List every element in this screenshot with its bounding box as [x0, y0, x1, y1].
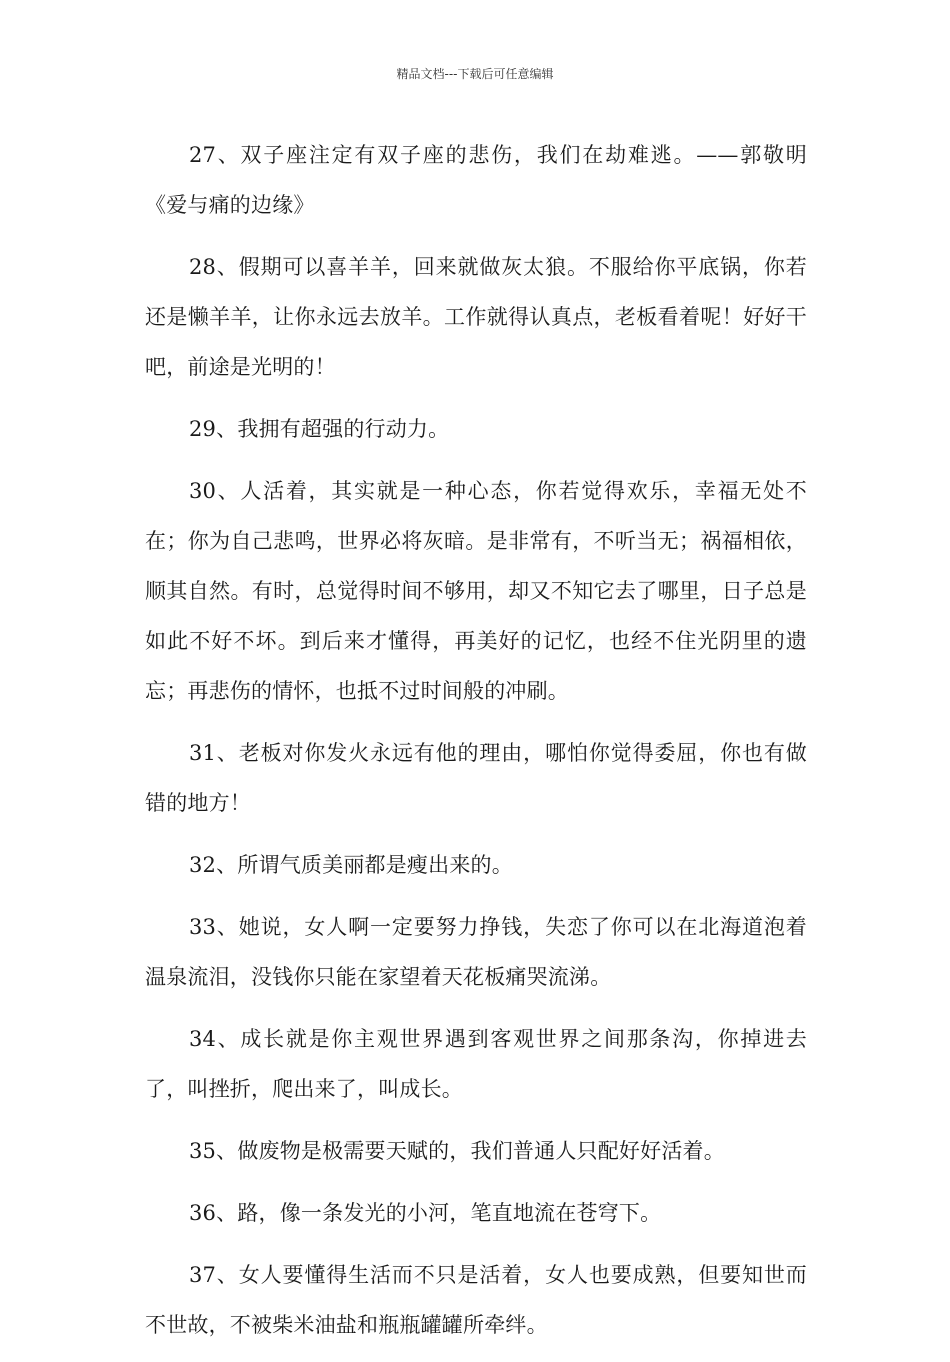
paragraph-33: 33、她说，女人啊一定要努力挣钱，失恋了你可以在北海道泡着温泉流泪，没钱你只能在家望着天花板痛哭流涕。 [145, 915, 807, 989]
paragraph-29: 29、我拥有超强的行动力。 [189, 417, 450, 441]
page-header: 精品文档---下载后可任意编辑 [396, 67, 554, 81]
paragraph-37: 37、女人要懂得生活而不只是活着，女人也要成熟，但要知世而不世故，不被柴米油盐和瓶瓶罐罐所牵绊。 [145, 1263, 807, 1337]
paragraph-36: 36、路，像一条发光的小河，笔直地流在苍穹下。 [189, 1201, 662, 1225]
paragraph-30: 30、人活着，其实就是一种心态，你若觉得欢乐，幸福无处不在；你为自己悲鸣，世界必将灰暗。是非常有，不听当无；祸福相依，顺其自然。有时，总觉得时间不够用，却又不知它去了哪里，日子总是如此不好不坏。到后来才懂得，再美好的记忆，也经不住光阴里的遗忘；再悲伤的情怀，也抵不过时间般的冲刷。 [145, 479, 807, 703]
document-body [145, 130, 807, 1362]
paragraph-32: 32、所谓气质美丽都是瘦出来的。 [189, 853, 513, 877]
paragraph-28: 28、假期可以喜羊羊，回来就做灰太狼。不服给你平底锅，你若还是懒羊羊，让你永远去放羊。工作就得认真点，老板看着呢！好好干吧，前途是光明的！ [145, 255, 807, 379]
paragraph-34: 34、成长就是你主观世界遇到客观世界之间那条沟，你掉进去了，叫挫折，爬出来了，叫成长。 [145, 1027, 807, 1101]
paragraph-35: 35、做废物是极需要天赋的，我们普通人只配好好活着。 [189, 1139, 725, 1163]
paragraph-31: 31、老板对你发火永远有他的理由，哪怕你觉得委屈，你也有做错的地方！ [145, 741, 807, 815]
paragraph-27: 27、双子座注定有双子座的悲伤，我们在劫难逃。——郭敬明《爱与痛的边缘》 [145, 143, 807, 217]
